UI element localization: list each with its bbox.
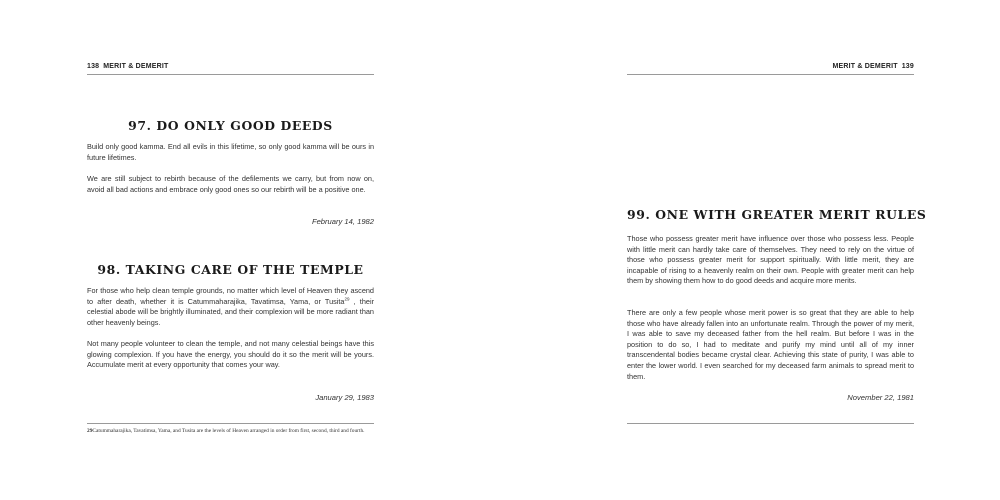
section-97-paragraph-2: We are still subject to rebirth because of the defilements we carry, but from now on, avoid all bad actions and embrace only good ones so our rebirth will be a positive one. xyxy=(87,174,374,194)
footnote xyxy=(87,427,374,435)
right-page-number: 139 xyxy=(901,63,914,70)
right-page xyxy=(627,0,927,500)
section-97-paragraph-1: Build only good kamma. End all evils in this lifetime, so only good kamma will be ours in future lifetimes. xyxy=(87,142,374,162)
section-98-date: January 29, 1983 xyxy=(315,393,374,402)
section-98-paragraph-1 xyxy=(87,286,374,328)
section-99-date: November 22, 1981 xyxy=(847,393,914,402)
section-98-paragraph-1-start: For those who help clean temple grounds, no matter which level of Heaven they ascend to after death, whether it is Catummaharajika, Tavatimsa, Yama, or Tusita xyxy=(87,286,374,306)
left-page-number: 138 xyxy=(87,63,100,70)
left-page xyxy=(87,0,374,500)
section-98-heading: 98. TAKING CARE OF THE TEMPLE xyxy=(97,262,364,277)
right-running-title: MERIT & DEMERIT xyxy=(832,63,898,70)
section-98-paragraph-2: Not many people volunteer to clean the temple, and not many celestial beings have this glowing complexion. If you have the energy, you should do it so the merit will be yours. Accumulate merit at every opportunity that comes your way. xyxy=(87,339,374,370)
section-99-paragraph-1: Those who possess greater merit have influence over those who possess less. People with little merit can hardly take care of themselves. They need to rely on the virtue of those who possess greater merit for support spiritually. With little merit, they are incapable of rising to a heavenly realm on their own. People with greater merit can help them by showing them how to do good deeds and acquire more merits. xyxy=(627,234,914,286)
left-running-title: MERIT & DEMERIT xyxy=(103,63,169,70)
section-99-paragraph-2: There are only a few people whose merit power is so great that they are able to help those who have already fallen into an unfortunate realm. Through the power of my merit, I was able to save my deceased father from the hell realm. But before I was in the position to do so, I had to meditate and purify my mind until all of my inner transcendental bodies became crystal clear. Achieving this state of purity, I was able to enter the lower world. I even searched for my deceased farm animals to spread merit to them. xyxy=(627,308,914,381)
footnote-text: Catummaharajika, Tavatimsa, Yama, and Tusita are the levels of Heaven arranged in order from first, second, third and fourth. xyxy=(92,428,365,434)
right-bottom-rule xyxy=(627,423,914,424)
section-99-heading: 99. ONE WITH GREATER MERIT RULES xyxy=(627,207,927,222)
section-97-heading: 97. DO ONLY GOOD DEEDS xyxy=(128,118,333,133)
left-running-head xyxy=(87,63,374,75)
right-running-head xyxy=(627,63,914,75)
footnote-divider xyxy=(87,423,374,424)
section-97-date: February 14, 1982 xyxy=(311,217,374,226)
section-98-paragraph-1-end: , their celestial abode will be brightly illuminated, and their complexion will be more radiant than other heavenly beings. xyxy=(87,296,375,327)
footnote-mark: 29 xyxy=(87,428,93,434)
footnote-reference: 29 xyxy=(344,296,350,302)
